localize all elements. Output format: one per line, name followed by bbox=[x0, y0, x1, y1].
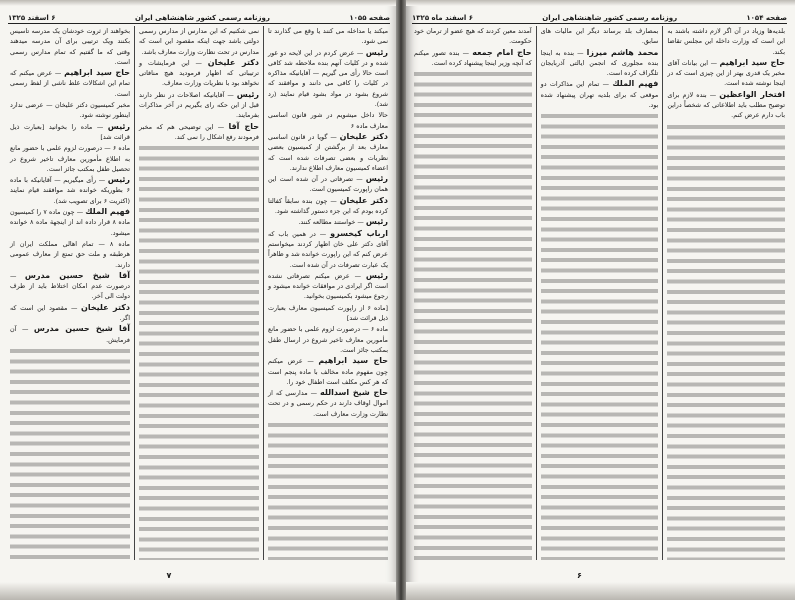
paragraph-text: بمصارف بلد برساند دیگر این مالیات های سابق. bbox=[540, 27, 659, 46]
page-label: صفحه ۱۰۵۴ bbox=[746, 14, 787, 22]
paragraph-text: — عرض کردم در این لایحه دو غور شده و در کلیات آنهم بنده ملاحظه شد کافی است حالا رأی می گیریم — آقایانیکه مذاکره در کلیات را کافی می دانند و موافقند که شروع بشود در مواد بشود قیام نمایند (رد شد). bbox=[268, 48, 388, 109]
speaker-name: رئیس bbox=[107, 175, 130, 185]
paragraph-text: — بنده به اینجا بنده مجلوری که انجمن ایالتی آذربایجان تلگراف کرده است. bbox=[540, 48, 659, 78]
paragraph-text: ماده ۶ — درصورت لزوم علمی با حضور مانع به اطلاع مأمورین معارف تاخیر شروع در تحصیل طفل بمکتب جائز است. bbox=[10, 144, 130, 173]
paragraph bbox=[139, 58, 259, 89]
speaker-name: رئیس bbox=[365, 47, 388, 57]
text-column bbox=[264, 26, 392, 560]
page-edge bbox=[404, 0, 795, 6]
text-column bbox=[135, 26, 264, 560]
paragraph-text: مخبر کمیسیون دکتر علیخان — عرضی ندارد اینطور نوشته شود. bbox=[10, 101, 130, 120]
speaker-name: دکتر علیخان bbox=[207, 57, 259, 67]
paragraph-text: — عرض میکنم که تمام این اشکالات غلط ناشی از لفظ رسمی است. bbox=[10, 69, 130, 98]
page-label: صفحه ۱۰۵۵ bbox=[349, 14, 390, 22]
paragraph-text: ماده ۸ — تمام اهالی مملکت ایران از هرطبقه و ملت حق تمتع از معارف عمومی دارند. bbox=[10, 239, 130, 269]
paragraph-text: — مقصود این است که اگر. bbox=[10, 303, 130, 323]
paragraph bbox=[667, 58, 785, 89]
paragraph bbox=[10, 143, 130, 174]
right-page bbox=[404, 0, 795, 600]
paragraph bbox=[268, 388, 388, 419]
page-edge bbox=[404, 582, 795, 600]
speaker-name: محمد هاشم میرزا bbox=[586, 47, 659, 57]
paragraph-text: — درصورت عدم امکان اختلاط باید از طرف دولت الی آخر. bbox=[10, 271, 130, 301]
paragraph-text: — این بیانات آقای مخبر یک قدری بهتر از این چیزی است که در اینجا نوشته شده است. bbox=[667, 58, 785, 88]
speaker-name: آقا شیخ حسین مدرس bbox=[24, 270, 130, 280]
issue-date: ۶ اسفند ۱۳۲۵ bbox=[8, 14, 56, 22]
columns bbox=[410, 26, 789, 560]
paragraph bbox=[10, 26, 130, 67]
paragraph-text: — گویا در قانون اساسی معارف بعد از برگشتن از کمیسیون بعضی نظریات و بعضی تصرفات شده است که اعضاء کمیسیون معارف اطلاع ندارند. bbox=[268, 132, 388, 172]
paragraph-text: [ماده ۶ از راپورت کمیسیون معارف بعبارت ذیل قرائت شد] bbox=[268, 303, 388, 323]
paragraph bbox=[139, 26, 259, 57]
paragraph-text: — مدارسی که از اموال اوقاف دارند در حکم رسمی و در تحت نظارت وزارت معارف است. bbox=[268, 389, 388, 418]
illegible-text-lines bbox=[541, 111, 659, 560]
speaker-name: حاج آقا bbox=[228, 121, 259, 131]
paragraph bbox=[268, 196, 388, 217]
paragraph-text: حالا داخل میشویم در شور قانون اساسی معارف ماده ۶ bbox=[268, 111, 388, 130]
columns bbox=[6, 26, 392, 560]
issue-date: ۶ اسفند ماه ۱۳۲۵ bbox=[412, 14, 474, 22]
paragraph bbox=[10, 100, 130, 121]
paragraph bbox=[268, 110, 388, 131]
speaker-name: رئیس bbox=[365, 270, 388, 280]
paragraph bbox=[414, 26, 532, 47]
illegible-text-lines bbox=[667, 122, 785, 560]
speaker-name: حاج سید ابراهیم bbox=[318, 356, 388, 366]
text-column bbox=[537, 26, 664, 560]
speaker-name: دکتر علیخان bbox=[81, 302, 130, 312]
paragraph bbox=[541, 79, 659, 110]
paragraph-text: — عرض میکنم تصرفاتی نشده است اگر ایرادی در موافقات خوانده میشود و رجوع میشود بکمیسیون بخوانید. bbox=[268, 271, 388, 301]
speaker-name: رئیس bbox=[107, 121, 130, 131]
paragraph-text: — این توضیحی هم که مخبر فرمودند رفع اشکال را نمی کند. bbox=[139, 122, 259, 141]
page-header bbox=[412, 9, 787, 24]
paragraph-text: میکند یا مداخله می کنند یا وقع می گذارند تا نمی شود. bbox=[268, 27, 388, 46]
speaker-name: حاج سید ابراهیم bbox=[719, 57, 785, 67]
paragraph-text: آمدند معین کردند که هیچ عضو از ترمان خود حکومت. bbox=[413, 27, 532, 46]
paragraph bbox=[10, 303, 130, 324]
paragraph-text: — آن فرمایش. bbox=[10, 325, 130, 344]
paragraph-text: — تمام این مذاکرات دو موقعی که برای بلدیه تهران پیشنهاد شده بود. bbox=[540, 80, 659, 110]
book-gutter bbox=[396, 0, 406, 600]
paragraph bbox=[268, 356, 388, 387]
paragraph bbox=[268, 324, 388, 355]
paragraph-text: — عرض میکنم چون مفهوم ماده مخالف با ماده پنجم است که هر کس مکلف است اطفال خود را. bbox=[268, 357, 388, 386]
speaker-name: فهیم الملك bbox=[85, 207, 130, 217]
speaker-name: رئیس bbox=[236, 89, 259, 99]
paragraph bbox=[10, 68, 130, 99]
paragraph-text: بلدیه‌ها وزیاد در آن اگر لازم داشته باشند به این است که وزارت داخله این مجلس تقاضا بکند. bbox=[667, 27, 785, 56]
speaker-name: دکتر علیخان bbox=[339, 195, 388, 205]
page-edge bbox=[0, 582, 398, 600]
paragraph bbox=[541, 48, 659, 79]
paragraph-text: نمی شکنیم که این مدارس از مدارس رسمی دولتی باشد جهت اینکه مقصود این است که مدارس در تحت نظارت وزارت معارف باشد. bbox=[139, 27, 259, 56]
illegible-text-lines bbox=[139, 143, 259, 560]
paragraph-text: — چون ماده ۷ را کمیسیون ماده ۸ قرار داده اند از اینجهة ماده ۸ خوانده میشود. bbox=[10, 208, 130, 237]
paragraph bbox=[10, 271, 130, 302]
paragraph-text: — آقایانیکه اصلاحات در نظر دارند قبل از این حکه رای بگیریم در آخر مذاکرات بفرمایند. bbox=[139, 90, 259, 120]
paragraph bbox=[268, 229, 388, 270]
paragraph bbox=[268, 26, 388, 47]
paragraph bbox=[541, 26, 659, 47]
page-edge bbox=[0, 0, 398, 6]
paragraph-text: — در همین باب که آقای دکتر علی خان اظهار کردند میخواستم عرض کنم که این راپورت خوانده شد و ظاهراً یک عبارت تصرفات در آن شده است. bbox=[268, 229, 388, 269]
paragraph-text: — چون بنده سابقاً کفالتا کرده بودم که این جزء دستور گذاشته شود. bbox=[268, 196, 388, 216]
page-number: ۶ bbox=[577, 571, 582, 580]
paragraph-text: — این فرمایشات و ترتیباتی که اظهار فرمودید هیچ منافاتی نخواهد بود با نظریات وزارت معارف. bbox=[139, 58, 259, 88]
speaker-name: دکتر علیخان bbox=[339, 131, 388, 141]
paragraph bbox=[139, 122, 259, 143]
paragraph-text: بخواهند از ثروت خودشان یک مدرسه تاسیس بکنند ویک ترتیبی برای آن مدرسه میدهند وقتی که ما گفتیم که تمام مدارس رسمی است. bbox=[10, 27, 130, 66]
paragraph bbox=[10, 239, 130, 270]
paragraph bbox=[268, 271, 388, 302]
paragraph-text: — خواستند مطالعه کنند. bbox=[298, 218, 364, 227]
paragraph-text: — تصرفاتی در آن شده است این همان راپورت کمیسیون است. bbox=[268, 175, 388, 194]
text-column bbox=[410, 26, 537, 560]
page-header bbox=[8, 9, 390, 24]
paragraph bbox=[139, 90, 259, 121]
speaker-name: فهیم الملك bbox=[612, 79, 659, 89]
paragraph-text: ماده ۶ — درصورت لزوم علمی با حضور مانع مأمورین معارف تاخیر شروع در ارسال طفل بمکتب جائز است. bbox=[268, 325, 388, 354]
illegible-text-lines bbox=[268, 420, 388, 560]
newspaper-title: روزنامه رسمی کشور شاهنشاهی ایران bbox=[134, 14, 270, 22]
paragraph-text: — رأی میگیریم — آقایانیکه با ماده ۶ بطوریکه خوانده شد موافقند قیام نمایند (اکثریت ۶ برای تصویب شد). bbox=[10, 176, 130, 205]
speaker-name: رئیس bbox=[365, 217, 388, 227]
speaker-name: ارباب کیخسرو bbox=[330, 228, 388, 238]
page-number: ۷ bbox=[166, 571, 172, 580]
text-column bbox=[6, 26, 135, 560]
speaker-name: حاج شیخ اسدالله bbox=[319, 388, 388, 398]
paragraph bbox=[667, 90, 785, 121]
paragraph bbox=[10, 175, 130, 206]
paragraph bbox=[268, 48, 388, 110]
paragraph-text: — بنده لازم برای توضیح مطلب باید اطلاعاتی که شخصاً دراین باب دارم عرض کنم. bbox=[667, 90, 785, 120]
paragraph bbox=[10, 122, 130, 143]
illegible-text-lines bbox=[414, 69, 532, 560]
speaker-name: افتخار الواعظین bbox=[719, 89, 785, 99]
text-column bbox=[663, 26, 789, 560]
paragraph bbox=[268, 132, 388, 173]
speaker-name: رئیس bbox=[365, 174, 388, 184]
paragraph bbox=[667, 26, 785, 57]
paragraph bbox=[268, 217, 388, 227]
paragraph bbox=[10, 324, 130, 345]
speaker-name: آقا شیخ حسین مدرس bbox=[33, 324, 130, 334]
paragraph bbox=[10, 207, 130, 238]
newspaper-title: روزنامه رسمی کشور شاهنشاهی ایران bbox=[542, 14, 678, 22]
illegible-text-lines bbox=[10, 346, 130, 560]
paragraph bbox=[268, 303, 388, 324]
paragraph bbox=[268, 174, 388, 195]
paragraph bbox=[414, 48, 532, 69]
speaker-name: حاج امام جمعه bbox=[472, 47, 532, 57]
speaker-name: حاج سید ابراهیم bbox=[64, 68, 130, 78]
paragraph-text: — بنده تصور میکنم که آنچه وزیر اینجا پیشنهاد کرده است. bbox=[413, 48, 532, 67]
paragraph-text: — ماده را بخوانید [بعبارت ذیل قرائت شد] bbox=[10, 122, 130, 141]
